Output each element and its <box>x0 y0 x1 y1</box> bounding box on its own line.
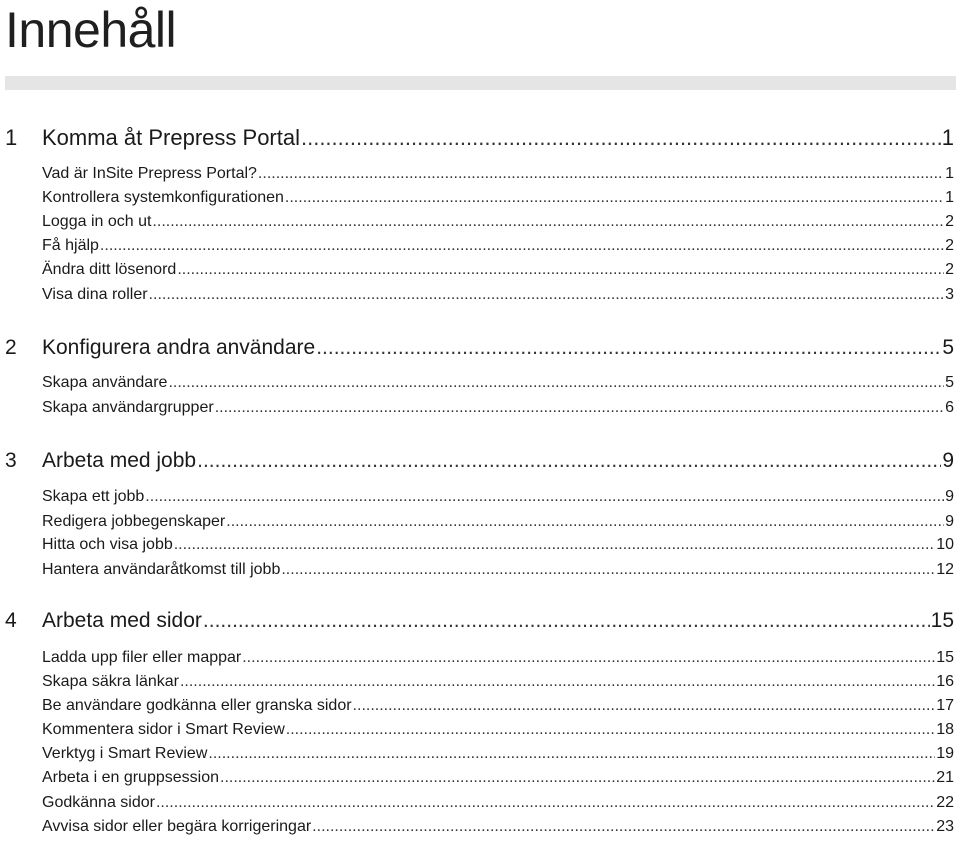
toc-section-entry[interactable] <box>42 163 954 185</box>
toc-section-entry[interactable] <box>42 211 954 233</box>
dot-leader <box>226 511 944 533</box>
dot-leader <box>152 211 944 233</box>
section-title: Visa dina roller <box>42 286 148 303</box>
dot-leader <box>312 816 935 838</box>
toc-section-entry[interactable] <box>42 397 954 419</box>
dot-leader <box>197 448 941 474</box>
section-title: Kontrollera systemkonfigurationen <box>42 189 284 206</box>
dot-leader <box>281 559 935 581</box>
section-title: Skapa användargrupper <box>42 399 214 416</box>
toc-section-entry[interactable] <box>42 259 954 281</box>
dot-leader <box>353 695 936 717</box>
page-number: 21 <box>936 769 954 786</box>
dot-leader <box>220 767 935 789</box>
chapter-number: 2 <box>5 336 17 359</box>
toc-chapter-entry[interactable] <box>5 608 954 634</box>
page-number: 19 <box>936 745 954 762</box>
section-title: Avvisa sidor eller begära korrigeringar <box>42 818 312 835</box>
dot-leader <box>156 792 935 814</box>
toc-section-entry[interactable] <box>42 647 954 669</box>
toc-section-entry[interactable] <box>42 534 954 556</box>
dot-leader <box>286 719 935 741</box>
dot-leader <box>180 671 935 693</box>
section-title: Logga in och ut <box>42 213 152 230</box>
page-number: 16 <box>936 673 954 690</box>
chapter-number: 4 <box>5 609 17 632</box>
dot-leader <box>145 486 944 508</box>
page-number: 2 <box>945 213 954 230</box>
section-title: Hitta och visa jobb <box>42 536 173 553</box>
section-title: Skapa säkra länkar <box>42 673 179 690</box>
section-title: Arbeta i en gruppsession <box>42 769 219 786</box>
page-number: 9 <box>945 488 954 505</box>
dot-leader <box>301 125 941 151</box>
dot-leader <box>258 163 944 185</box>
page-number: 5 <box>945 374 954 391</box>
page-number: 2 <box>945 261 954 278</box>
section-title: Verktyg i Smart Review <box>42 745 208 762</box>
chapter-number: 1 <box>5 125 18 150</box>
section-title: Ladda upp filer eller mappar <box>42 649 242 666</box>
toc-section-entry[interactable] <box>42 816 954 838</box>
section-title: Hantera användaråtkomst till jobb <box>42 561 281 578</box>
toc-section-entry[interactable] <box>42 792 954 814</box>
page-number: 3 <box>945 286 954 303</box>
toc-section-entry[interactable] <box>42 235 954 257</box>
section-title: Skapa användare <box>42 374 168 391</box>
page-number: 12 <box>936 561 954 578</box>
section-title: Vad är InSite Prepress Portal? <box>42 165 257 182</box>
page-number: 9 <box>945 513 954 530</box>
chapter-heading <box>5 448 196 474</box>
page-number: 22 <box>936 794 954 811</box>
page-number: 17 <box>936 697 954 714</box>
toc-section-entry[interactable] <box>42 743 954 765</box>
toc-section-entry[interactable] <box>42 372 954 394</box>
toc-section-entry[interactable] <box>42 695 954 717</box>
dot-leader <box>285 187 944 209</box>
dot-leader <box>174 534 935 556</box>
page-number: 5 <box>942 336 954 359</box>
dot-leader <box>208 743 935 765</box>
toc-section-entry[interactable] <box>42 284 954 306</box>
toc-section-entry[interactable] <box>42 486 954 508</box>
section-title: Ändra ditt lösenord <box>42 261 177 278</box>
dot-leader <box>177 259 944 281</box>
toc-section-entry[interactable] <box>42 767 954 789</box>
toc-chapter-entry[interactable] <box>5 448 954 474</box>
toc-section-entry[interactable] <box>42 671 954 693</box>
page-number: 1 <box>945 165 954 182</box>
section-title: Be användare godkänna eller granska sidor <box>42 697 352 714</box>
page-title: Innehåll <box>5 2 177 58</box>
chapter-number: 3 <box>5 449 17 472</box>
section-title: Få hjälp <box>42 237 99 254</box>
page-number: 2 <box>945 237 954 254</box>
page-number: 10 <box>936 536 954 553</box>
dot-leader <box>168 372 944 394</box>
chapter-title: Arbeta med sidor <box>42 609 202 632</box>
toc-section-entry[interactable] <box>42 187 954 209</box>
toc-section-entry[interactable] <box>42 511 954 533</box>
toc-section-entry[interactable] <box>42 719 954 741</box>
toc-section-entry[interactable] <box>42 559 954 581</box>
dot-leader <box>149 284 945 306</box>
section-title: Godkänna sidor <box>42 794 155 811</box>
dot-leader <box>316 335 941 361</box>
dot-leader <box>215 397 944 419</box>
chapter-title: Komma åt Prepress Portal <box>42 125 300 150</box>
chapter-title: Konfigurera andra användare <box>42 336 316 359</box>
section-title: Kommentera sidor i Smart Review <box>42 721 285 738</box>
section-title: Redigera jobbegenskaper <box>42 513 226 530</box>
section-title: Skapa ett jobb <box>42 488 145 505</box>
dot-leader <box>100 235 944 257</box>
chapter-heading <box>5 608 202 634</box>
page-number: 9 <box>942 449 954 472</box>
page-number: 15 <box>936 649 954 666</box>
dot-leader <box>203 608 930 634</box>
toc-chapter-entry[interactable] <box>5 335 954 361</box>
page-number: 15 <box>930 609 954 632</box>
page-number: 6 <box>945 399 954 416</box>
chapter-title: Arbeta med jobb <box>42 449 197 472</box>
dot-leader <box>242 647 935 669</box>
toc-chapter-entry[interactable] <box>5 125 954 151</box>
page-number: 18 <box>936 721 954 738</box>
page-number: 23 <box>936 818 954 835</box>
page-number: 1 <box>941 125 954 150</box>
chapter-heading <box>5 125 300 151</box>
page-number: 1 <box>945 189 954 206</box>
chapter-heading <box>5 335 315 361</box>
